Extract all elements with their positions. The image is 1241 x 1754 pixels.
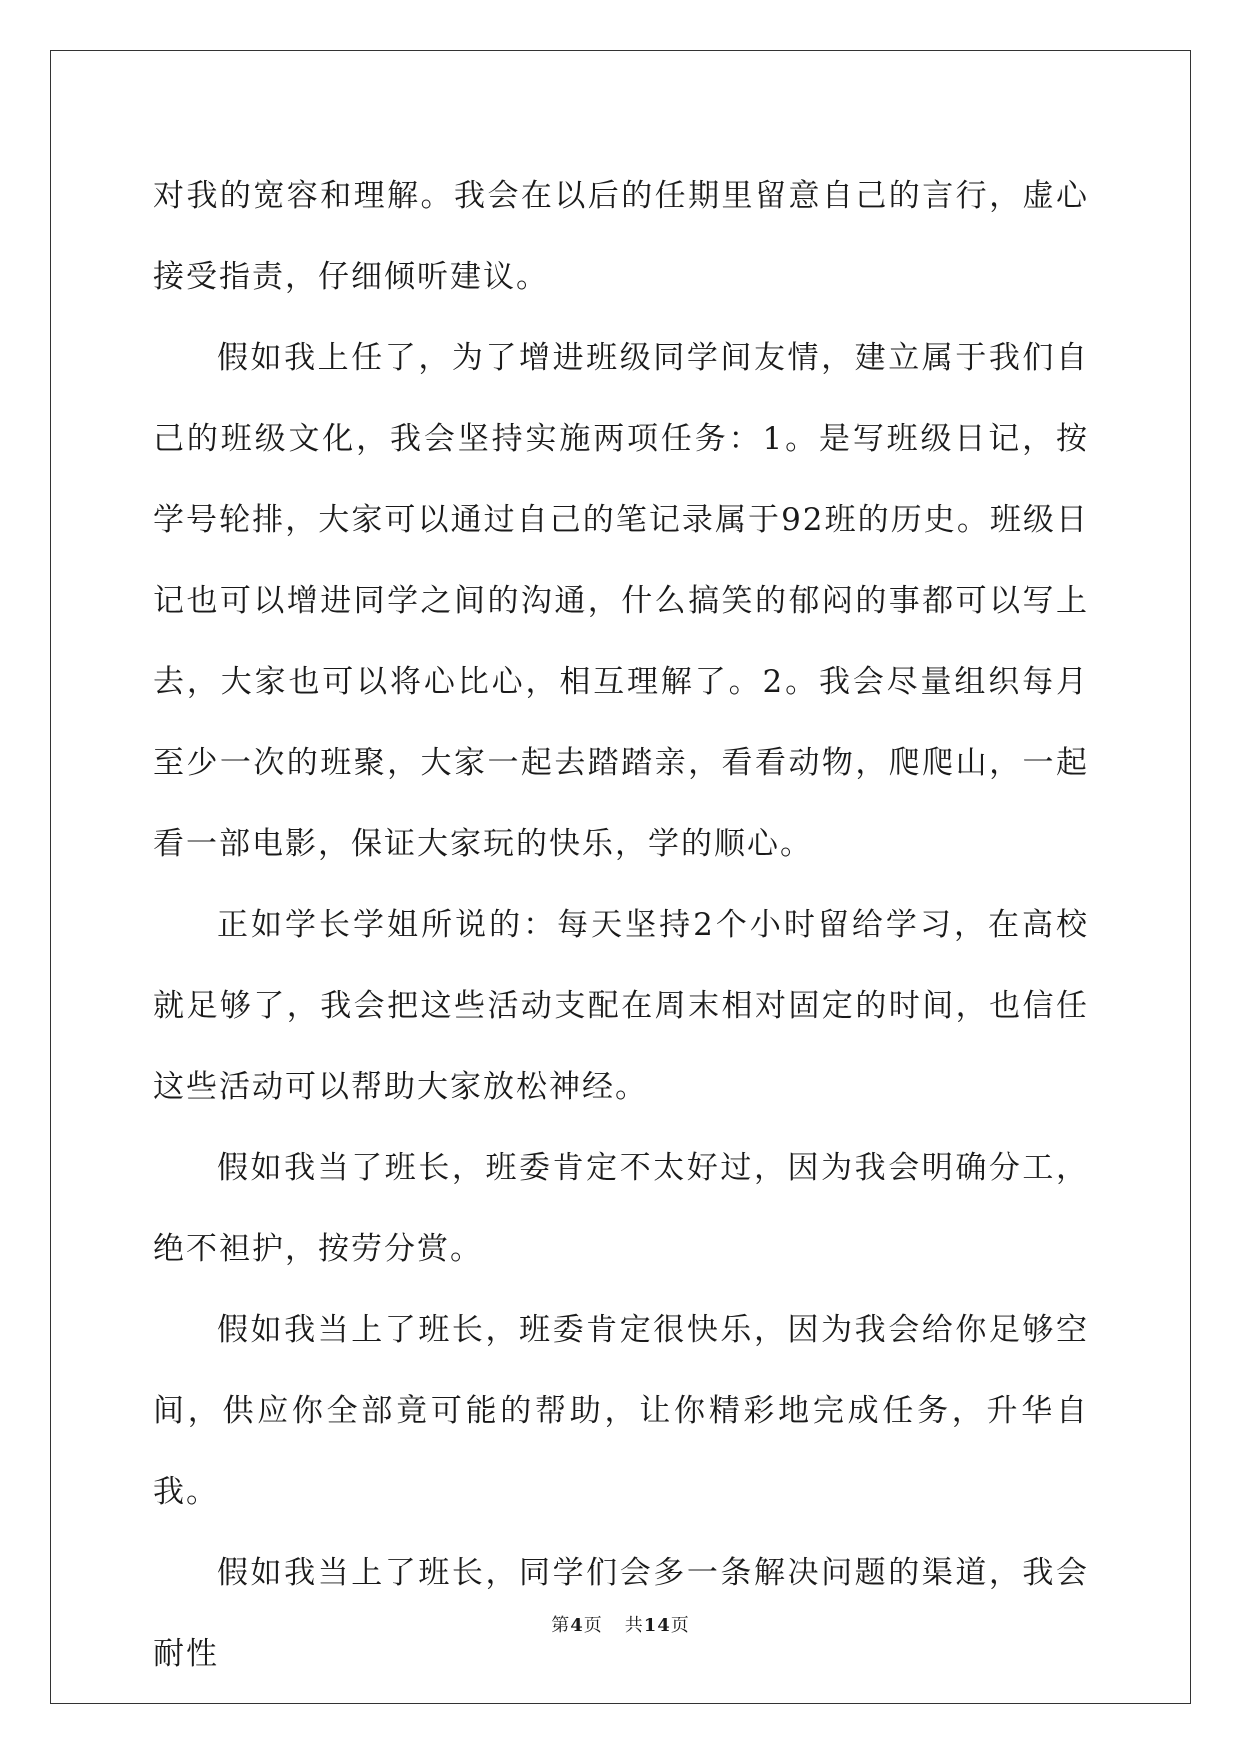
paragraph: 假如我当了班长，班委肯定不太好过，因为我会明确分工，绝不袒护，按劳分赏。 [153, 1150, 1089, 1267]
page-footer [0, 1611, 1241, 1637]
total-prefix: 共 [624, 1615, 644, 1636]
paragraph: 假如我当上了班长，班委肯定很快乐，因为我会给你足够空间，供应你全部竟可能的帮助，让你精彩地完成任务，升华自我。 [153, 1312, 1089, 1510]
paragraph: 假如我当上了班长，同学们会多一条解决问题的渠道，我会耐性 [153, 1555, 1089, 1672]
paragraph: 假如我上任了，为了增进班级同学间友情，建立属于我们自己的班级文化，我会坚持实施两项任务：1。是写班级日记，按学号轮排，大家可以通过自己的笔记录属于92班的历史。班级日记也可以增进同学之间的沟通，什么搞笑的郁闷的事都可以写上去，大家也可以将心比心，相互理解了。2。我会尽量组织每月至少一次的班聚，大家一起去踏踏亲，看看动物，爬爬山，一起看一部电影，保证大家玩的快乐，学的顺心。 [153, 340, 1089, 862]
paragraph: 对我的宽容和理解。我会在以后的任期里留意自己的言行，虚心接受指责，仔细倾听建议。 [153, 178, 1089, 295]
paragraph: 正如学长学姐所说的：每天坚持2个小时留给学习，在高校就足够了，我会把这些活动支配在周末相对固定的时间，也信任这些活动可以帮助大家放松神经。 [153, 907, 1089, 1105]
document-body [153, 156, 1089, 1695]
page-prefix: 第 [551, 1615, 571, 1636]
total-suffix: 页 [670, 1615, 690, 1636]
page-current: 4 [570, 1615, 584, 1636]
page-suffix: 页 [583, 1615, 603, 1636]
page-total: 14 [643, 1615, 671, 1636]
